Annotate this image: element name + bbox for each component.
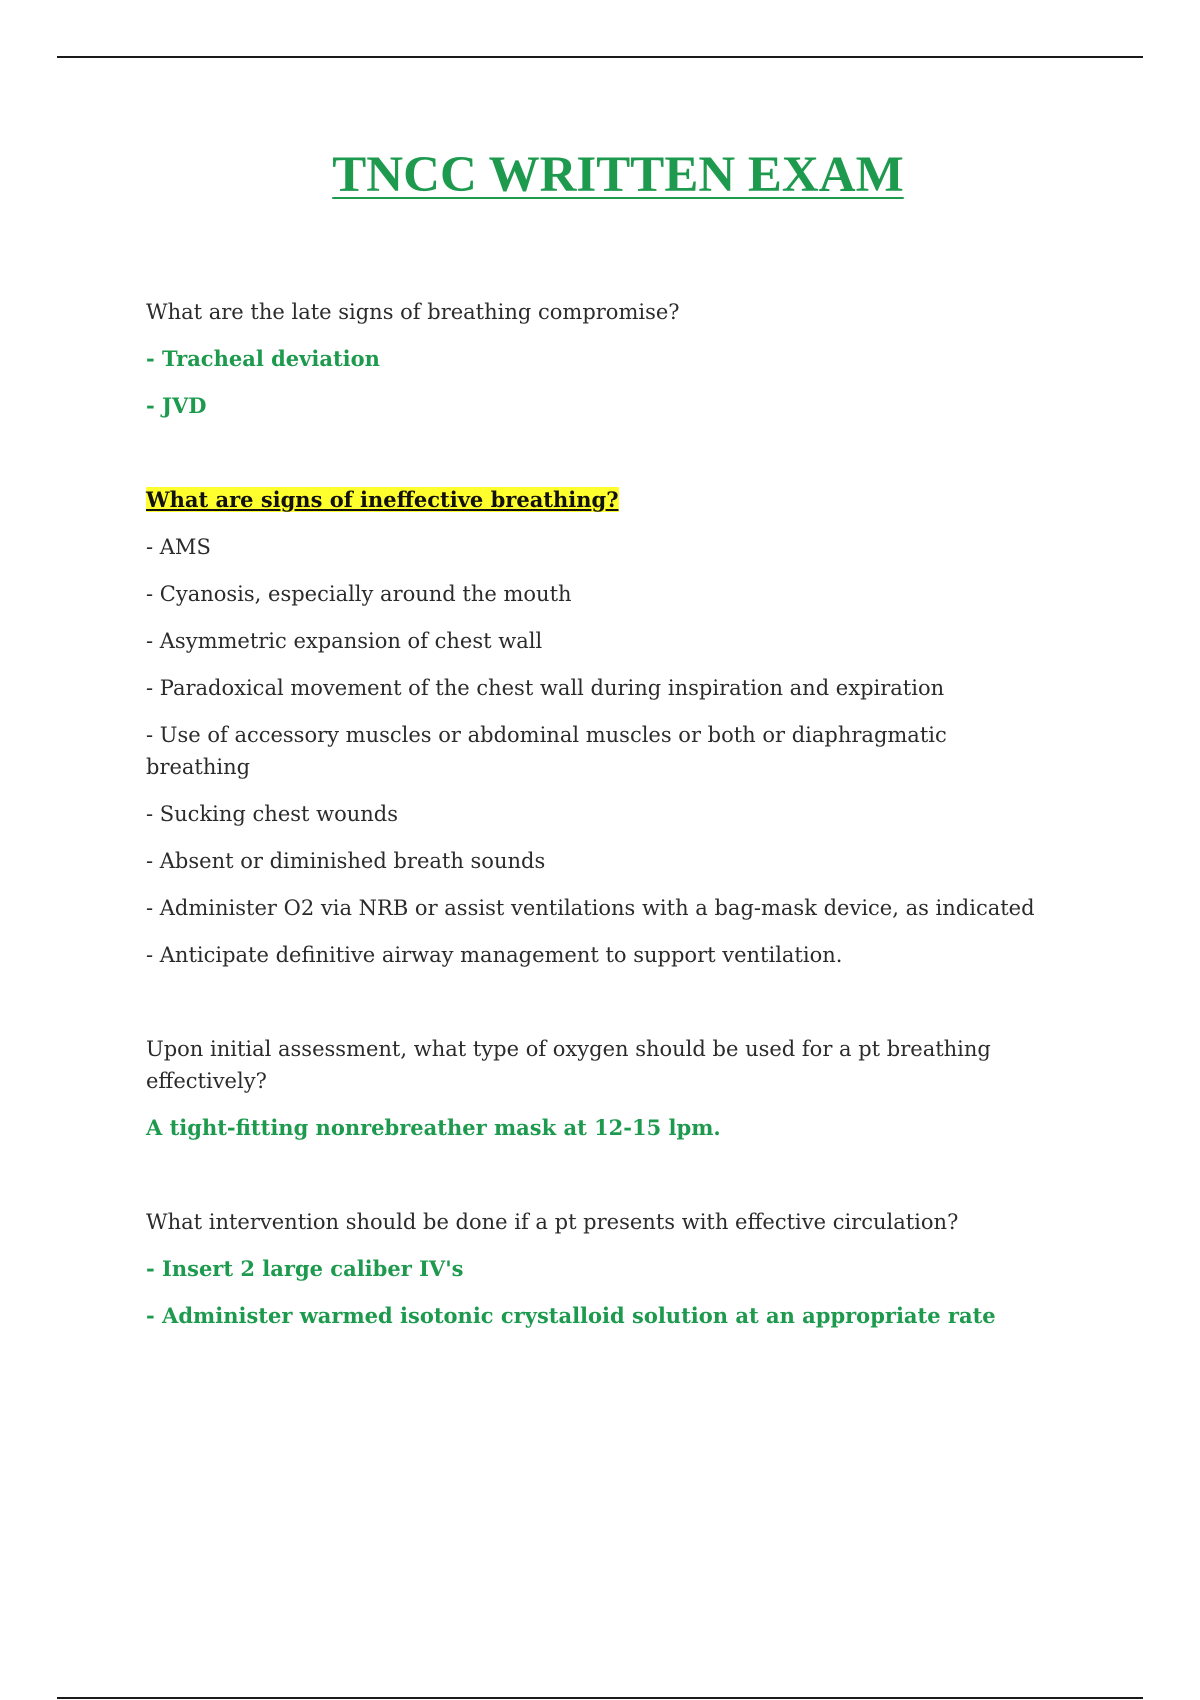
- answer-item: - Tracheal deviation: [146, 346, 380, 371]
- question-late-signs: What are the late signs of breathing compromise?: [146, 300, 680, 324]
- list-item: - Administer O2 via NRB or assist ventilations with a bag-mask device, as indicated: [146, 896, 1035, 920]
- answer-item: - Administer warmed isotonic crystalloid solution at an appropriate rate: [146, 1303, 996, 1328]
- document-body: [146, 296, 1106, 1347]
- page-title: TNCC WRITTEN EXAM: [332, 147, 904, 203]
- answer-item: - JVD: [146, 393, 207, 418]
- list-item: - Cyanosis, especially around the mouth: [146, 582, 572, 606]
- top-rule: [57, 56, 1143, 58]
- list-item: - Paradoxical movement of the chest wall during inspiration and expiration: [146, 676, 945, 700]
- bottom-rule: [57, 1697, 1143, 1699]
- list-item: - AMS: [146, 535, 211, 559]
- list-item: - Asymmetric expansion of chest wall: [146, 629, 543, 653]
- list-item: - Use of accessory muscles or abdominal muscles or both or diaphragmatic breathing: [146, 723, 947, 779]
- list-item: - Anticipate definitive airway management to support ventilation.: [146, 943, 843, 967]
- answer-item: A tight-fitting nonrebreather mask at 12-15 lpm.: [146, 1115, 721, 1140]
- answer-item: - Insert 2 large caliber IV's: [146, 1256, 464, 1281]
- highlighted-question: What are signs of ineffective breathing?: [146, 487, 619, 512]
- question-oxygen-type: Upon initial assessment, what type of oxygen should be used for a pt breathing effectively?: [146, 1037, 991, 1093]
- list-item: - Sucking chest wounds: [146, 802, 399, 826]
- question-circulation-intervention: What intervention should be done if a pt presents with effective circulation?: [146, 1210, 959, 1234]
- question-ineffective-breathing: [146, 484, 1106, 516]
- list-item: - Absent or diminished breath sounds: [146, 849, 546, 873]
